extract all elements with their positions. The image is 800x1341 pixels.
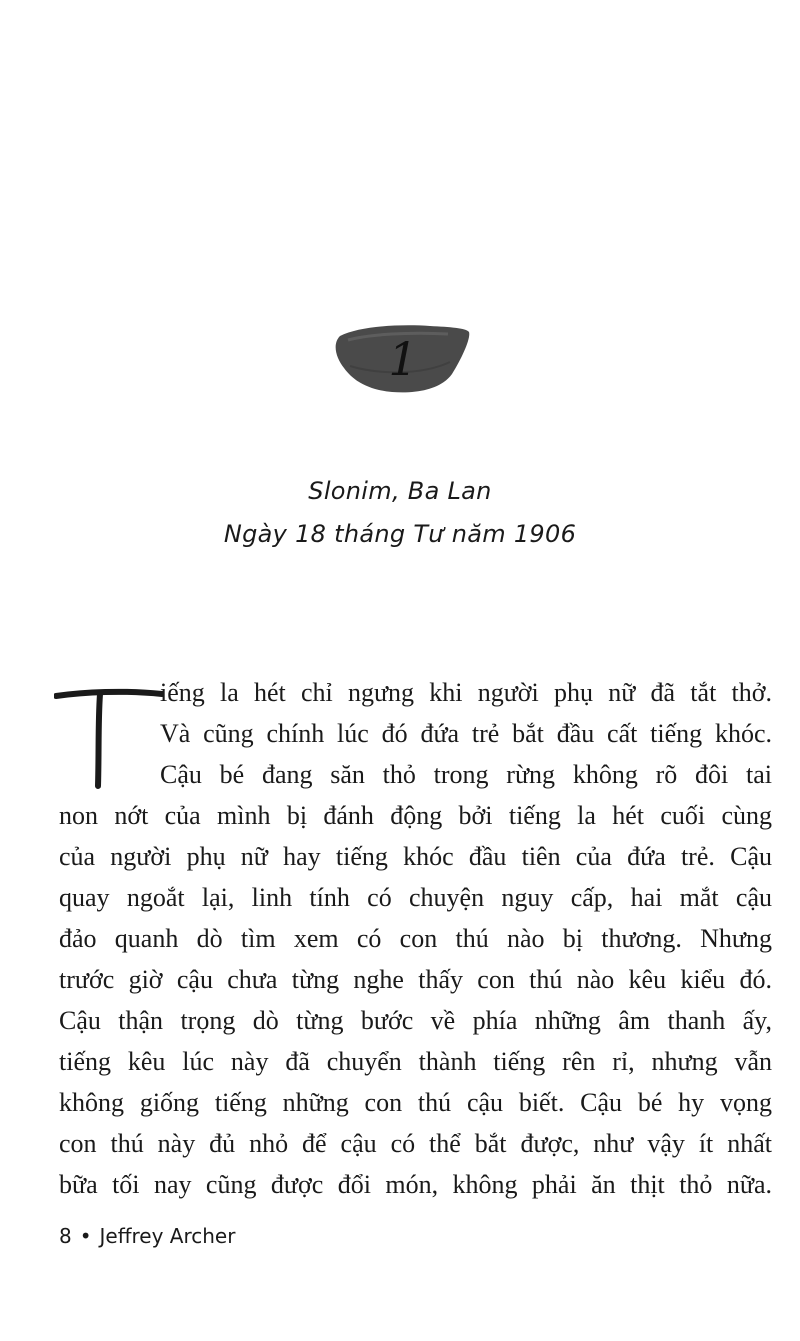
text-line: đảo quanh dò tìm xem có con thú nào bị thương. Nhưng: [59, 924, 772, 953]
text-line: Cậu bé đang săn thỏ trong rừng không rõ đôi tai: [160, 760, 772, 789]
text-line: quay ngoắt lại, linh tính có chuyện nguy cấp, hai mắt cậu: [59, 883, 772, 912]
text-line: tiếng kêu lúc này đã chuyển thành tiếng rên rỉ, nhưng vẫn: [59, 1047, 772, 1076]
text-line: của người phụ nữ hay tiếng khóc đầu tiên của đứa trẻ. Cậu: [59, 842, 772, 871]
author-name: Jeffrey Archer: [99, 1224, 236, 1248]
page-number: 8: [59, 1224, 72, 1248]
chapter-place: Slonim, Ba Lan: [308, 477, 492, 505]
text-line: trước giờ cậu chưa từng nghe thấy con thú nào kêu kiểu đó.: [59, 965, 772, 994]
text-line: non nớt của mình bị đánh động bởi tiếng la hét cuối cùng: [59, 801, 772, 830]
drop-cap-t-glyph: [54, 682, 164, 792]
chapter-number-badge: [330, 318, 472, 400]
text-line: con thú này đủ nhỏ để cậu có thể bắt được, như vậy ít nhất: [59, 1129, 772, 1158]
chapter-number: 1: [388, 332, 418, 386]
text-line: iếng la hét chỉ ngưng khi người phụ nữ đã tắt thở.: [160, 678, 772, 707]
page-footer: [59, 1224, 235, 1248]
text-line: Và cũng chính lúc đó đứa trẻ bắt đầu cất tiếng khóc.: [160, 719, 772, 748]
drop-cap: [54, 682, 164, 792]
chapter-date: Ngày 18 tháng Tư năm 1906: [223, 520, 577, 548]
text-line: Cậu thận trọng dò từng bước về phía những âm thanh ấy,: [59, 1006, 772, 1035]
footer-separator: •: [79, 1224, 92, 1248]
text-line: bữa tối nay cũng được đổi món, không phải ăn thịt thỏ nữa.: [59, 1170, 772, 1199]
text-line: không giống tiếng những con thú cậu biết. Cậu bé hy vọng: [59, 1088, 772, 1117]
